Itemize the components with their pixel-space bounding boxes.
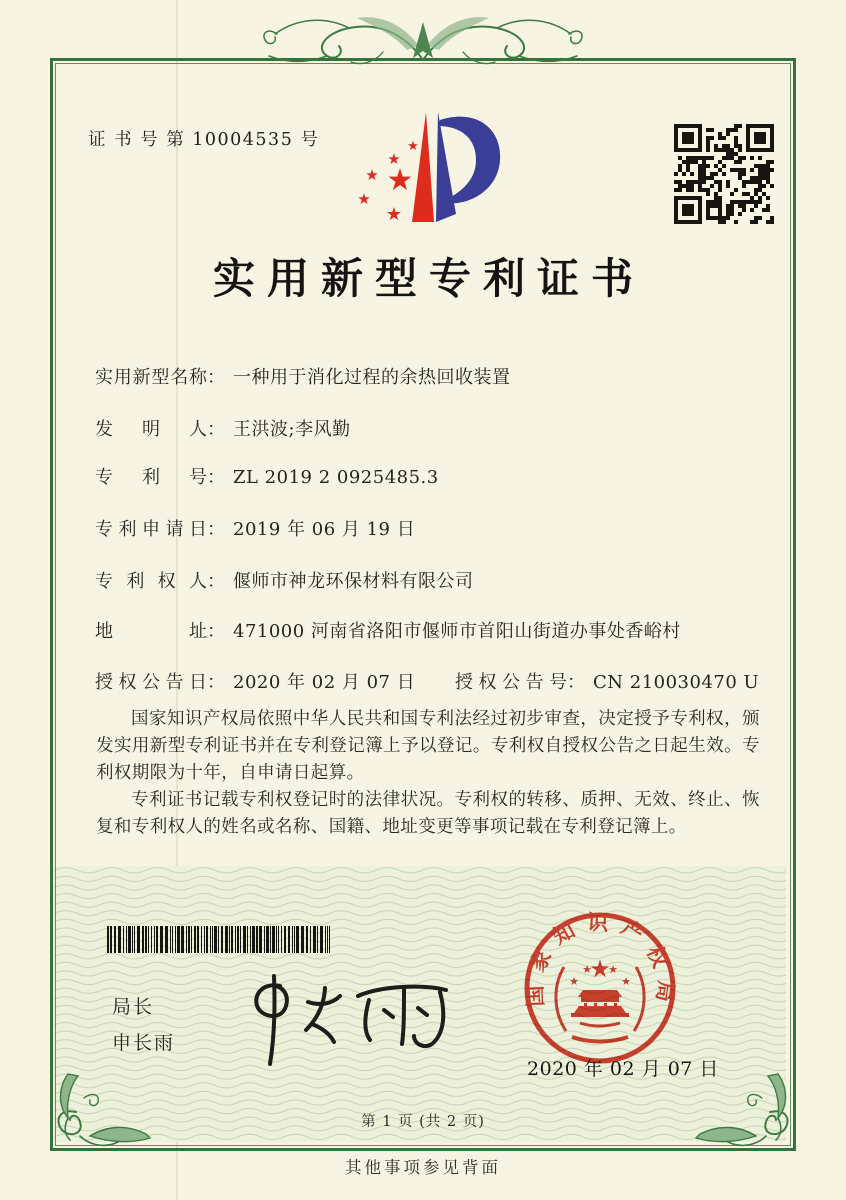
seal-date: 2020 年 02 月 07 日 [527,1058,719,1080]
field-label: 地址 [95,621,207,642]
legal-paragraph: 专利证书记载专利权登记时的法律状况。专利权的转移、质押、无效、终止、恢复和专利权人的姓名或名称、国籍、地址变更等事项记载在专利登记簿上。 [96,790,760,837]
qr-code [674,124,774,224]
field-row-grant [95,668,760,694]
barcode [105,926,335,953]
svg-text:★: ★ [608,963,618,976]
svg-text:★: ★ [385,204,403,225]
field-row-inventor [95,415,351,441]
top-ornament-icon [263,6,583,80]
cnipa-logo-icon [350,108,510,230]
field-value: ZL 2019 2 0925485.3 [233,467,439,488]
certificate-title: 实用新型专利证书 [212,254,645,303]
field-label: 发明人 [95,419,207,440]
field-row-name [95,363,511,389]
field-colon: ： [207,367,225,388]
svg-text:★: ★ [582,963,592,976]
field-colon: ： [207,519,225,540]
svg-text:★: ★ [569,975,579,988]
field-colon: ： [207,467,225,488]
field-label: 专利号 [95,467,207,488]
field-label: 专利申请日 [95,519,207,540]
field-value: 471000 河南省洛阳市偃师市首阳山街道办事处香峪村 [233,621,681,642]
field-label: 授权公告日 [95,672,207,693]
field-row-patentee [95,567,474,593]
signer-name: 申长雨 [112,1032,176,1054]
signature-image [228,972,468,1068]
field-colon: ： [567,672,585,693]
back-side-note: 其他事项参见背面 [345,1158,501,1177]
field-value: 偃师市神龙环保材料有限公司 [233,571,474,592]
field-row-filing-date [95,515,415,541]
field-value: 王洪波;李风勤 [233,419,351,440]
svg-text:★: ★ [365,166,379,184]
field-colon: ： [207,672,225,693]
legal-paragraph: 国家知识产权局依照中华人民共和国专利法经过初步审查，决定授予专利权，颁发实用新型专利证书并在专利登记簿上予以登记。专利权自授权公告之日起生效。专利权期限为十年，自申请日起算。 [96,709,760,783]
svg-text:★: ★ [407,139,419,154]
field-row-address [95,617,681,643]
page-indicator: 第 1 页 (共 2 页) [361,1114,485,1130]
field-colon: ： [207,419,225,440]
grant-no-value: CN 210030470 U [593,672,760,693]
field-value: 2019 年 06 月 19 日 [233,519,416,540]
svg-text:★: ★ [621,975,631,988]
svg-text:★: ★ [386,163,414,198]
field-label: 专利权人 [95,571,207,592]
field-colon: ： [207,571,225,592]
field-label: 授权公告号 [455,672,567,693]
svg-text:★: ★ [387,150,401,168]
field-colon: ： [207,621,225,642]
svg-text:★: ★ [589,955,611,983]
seal-stamp [511,899,689,1077]
legal-text-block [96,706,760,841]
certificate-number: 证 书 号 第 10004535 号 [88,130,320,150]
field-value: 一种用于消化过程的余热回收装置 [233,367,511,388]
field-row-patent-no [95,463,439,489]
field-label: 实用新型名称 [95,367,207,388]
svg-text:★: ★ [357,190,371,208]
grant-date-value: 2020 年 02 月 07 日 [233,672,416,693]
seal-text: 国家知识产权局 [521,909,680,1015]
signer-title: 局长 [112,996,155,1018]
